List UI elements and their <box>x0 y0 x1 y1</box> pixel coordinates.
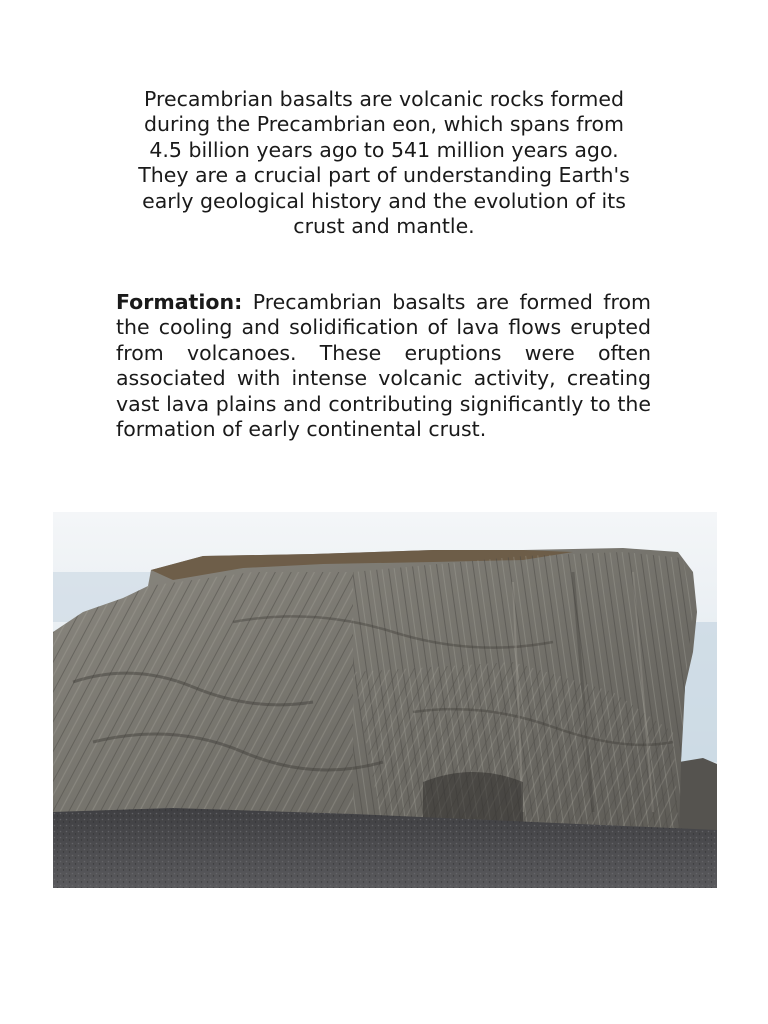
formation-text: Precambrian basalts are formed from the cooling and solidification of lava flows erupted from volcanoes. These eruptions were often associated with intense volcanic activity, creating vast lava plains and contributing significantly to the formation of early continental crust. <box>116 290 651 442</box>
basalt-cliff-illustration <box>53 512 717 888</box>
intro-paragraph: Precambrian basalts are volcanic rocks formed during the Precambrian eon, which spans from 4.5 billion years ago to 541 million years ago. They are a crucial part of understanding Earth's early geological history and the evolution of its crust and mantle. <box>138 87 630 239</box>
formation-label: Formation: <box>116 290 243 314</box>
formation-paragraph <box>116 290 651 442</box>
basalt-cliff-photo <box>53 512 717 888</box>
